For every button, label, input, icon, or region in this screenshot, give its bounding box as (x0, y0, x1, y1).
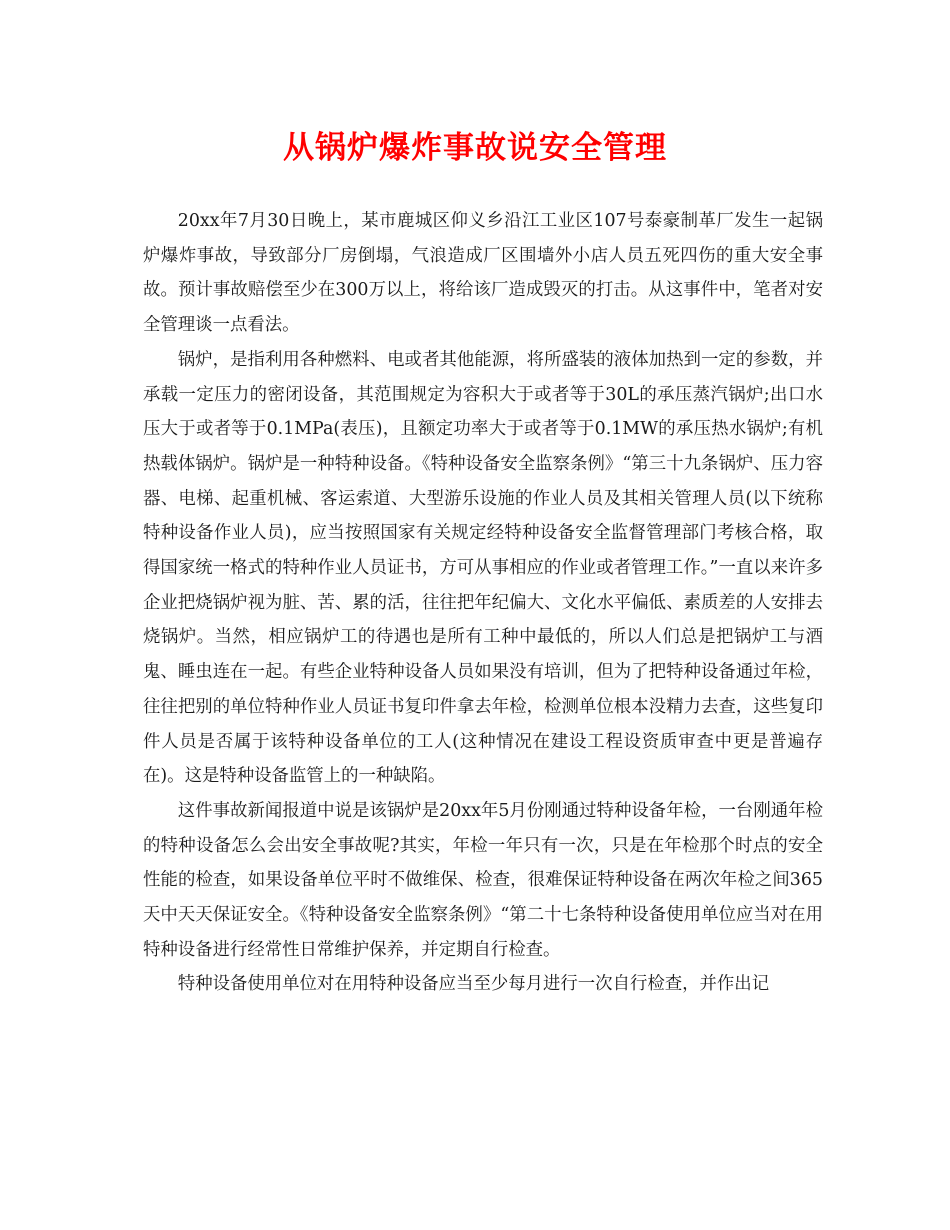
document-body (143, 204, 823, 1002)
document-title: 从锅炉爆炸事故说安全管理 (283, 130, 667, 166)
paragraph: 特种设备使用单位对在用特种设备应当至少每月进行一次自行检查，并作出记 (177, 974, 770, 995)
paragraph: 锅炉，是指利用各种燃料、电或者其他能源，将所盛装的液体加热到一定的参数，并承载一定压力的密闭设备，其范围规定为容积大于或者等于30L的承压蒸汽锅炉;出口水压大于或者等于0.1MPa(表压)，且额定功率大于或者等于0.1MW的承压热水锅炉;有机热载体锅炉。锅炉是一种特种设备。《特种设备安全监察条例》“第三十九条锅炉、压力容器、电梯、起重机械、客运索道、大型游乐设施的作业人员及其相关管理人员(以下统称特种设备作业人员)，应当按照国家有关规定经特种设备安全监督管理部门考核合格，取得国家统一格式的特种作业人员证书，方可从事相应的作业或者管理工作。”一直以来许多企业把烧锅炉视为脏、苦、累的活，往往把年纪偏大、文化水平偏低、素质差的人安排去烧锅炉。当然，相应锅炉工的待遇也是所有工种中最低的，所以人们总是把锅炉工与酒鬼、睡虫连在一起。有些企业特种设备人员如果没有培训，但为了把特种设备通过年检，往往把别的单位特种作业人员证书复印件拿去年检，检测单位根本没精力去查，这些复印件人员是否属于该特种设备单位的工人(这种情况在建设工程设资质审查中更是普遍存在)。这是特种设备监管上的一种缺陷。 (143, 349, 823, 787)
paragraph: 20xx年7月30日晚上，某市鹿城区仰义乡沿江工业区107号泰豪制革厂发生一起锅炉爆炸事故，导致部分厂房倒塌，气浪造成厂区围墙外小店人员五死四伤的重大安全事故。预计事故赔偿至少在300万以上，将给该厂造成毁灭的打击。从这事件中，笔者对安全管理谈一点看法。 (143, 211, 823, 336)
paragraph: 这件事故新闻报道中说是该锅炉是20xx年5月份刚通过特种设备年检，一台刚通年检的特种设备怎么会出安全事故呢?其实，年检一年只有一次，只是在年检那个时点的安全性能的检查，如果设备单位平时不做维保、检查，很难保证特种设备在两次年检之间365天中天天保证安全。《特种设备安全监察条例》“第二十七条特种设备使用单位应当对在用特种设备进行经常性日常维护保养，并定期自行检查。 (143, 800, 823, 960)
